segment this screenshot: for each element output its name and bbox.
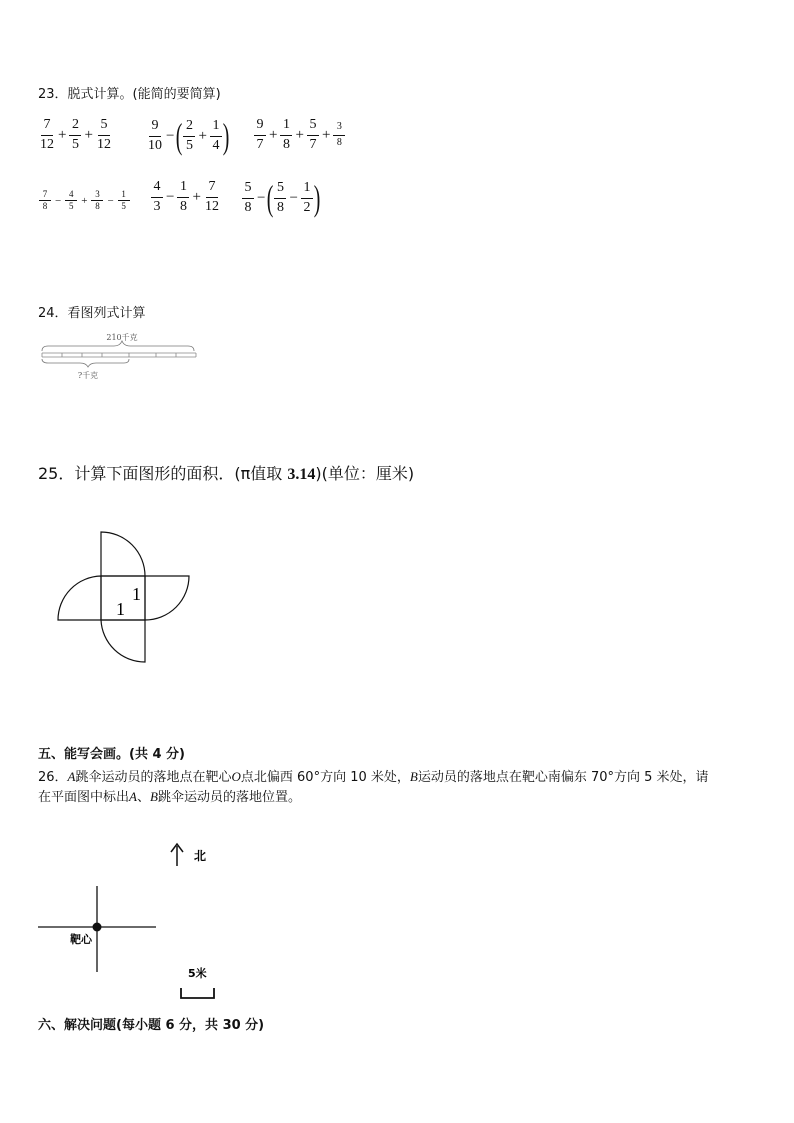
fraction: $\frac{5}{8}$ [274,181,286,215]
fraction: $\frac{2}{5}$ [69,118,81,152]
fraction: $\frac{1}{8}$ [280,118,292,152]
fraction: $\frac{1}{8}$ [177,180,189,214]
left-paren: ( [267,178,274,218]
top-brace [42,341,194,351]
fraction: $\frac{1}{4}$ [210,119,222,153]
fraction: $\frac{7}{8}$ [39,190,51,211]
fraction: $\frac{5}{7}$ [307,118,319,152]
q23-expr-6: $\frac{5}{8}$ − ( $\frac{5}{8}$ − $\frac{1}{2}$ ) [241,180,320,216]
q23-expr-2: $\frac{9}{10}$ − ( $\frac{2}{5}$ + $\frac{1}{4}$ ) [148,116,230,156]
section-5-title: 五、能写会画。(共 4 分) [38,747,185,762]
q25-title: 25．计算下面图形的面积．(π值取 3.14)(单位：厘米) [38,464,415,483]
side-label-b: 1 [132,584,141,604]
fraction: $\frac{2}{5}$ [183,119,195,153]
right-paren: ) [222,116,230,156]
side-label-a: 1 [116,599,125,619]
fraction: $\frac{1}{5}$ [118,190,130,211]
fraction: $\frac{4}{3}$ [151,180,163,214]
q26-map [34,838,234,1008]
q23-expr-4: $\frac{7}{8}$ − $\frac{4}{5}$ + $\frac{3}{8}$ − $\frac{1}{5}$ [38,190,131,211]
fraction: $\frac{7}{12}$ [40,117,54,152]
bottom-label: ?千克 [77,371,99,380]
fraction: $\frac{4}{5}$ [65,190,77,211]
fraction: $\frac{5}{8}$ [242,181,254,215]
fraction: $\frac{5}{12}$ [96,117,111,152]
fraction: $\frac{3}{8}$ [91,190,103,211]
q24-segment-diagram [36,330,206,386]
section-6-title: 六、解决问题(每小题 6 分，共 30 分) [38,1018,265,1033]
fraction: $\frac{7}{12}$ [204,179,219,214]
q23-title: 23．脱式计算。(能简的要简算) [38,87,221,102]
bottom-brace [42,359,129,367]
fraction: $\frac{9}{10}$ [148,117,162,153]
center-label: 靶心 [70,933,92,946]
q26-text: 26．A跳伞运动员的落地点在靶心O点北偏西 60°方向 10 米处，B运动员的落地点在靶心南偏东 70°方向 5 米处，请 在平面图中标出A、B跳伞运动员的落地位置。 [38,769,709,805]
scale-label: 5米 [188,967,207,980]
north-label: 北 [194,849,207,863]
top-label: 210千克 [106,333,138,342]
q24-title: 24．看图列式计算 [38,306,146,321]
left-paren: ( [176,116,183,156]
q23-expr-3: $\frac{9}{7}$ + $\frac{1}{8}$ + $\frac{5}{7}$ + $\frac{3}{8}$ [253,118,346,152]
scale-bar [181,988,214,998]
q23-expr-1: $\frac{7}{12}$ + $\frac{2}{5}$ + $\frac{5}{12}$ [40,117,111,152]
fraction: $\frac{9}{7}$ [254,118,266,152]
fraction: $\frac{1}{2}$ [301,181,313,215]
target-center-dot [93,923,102,932]
q25-pinwheel-figure [54,528,194,666]
fraction: $\frac{3}{8}$ [333,122,345,148]
right-paren: ) [313,178,321,218]
q23-expr-5: $\frac{4}{3}$ − $\frac{1}{8}$ + $\frac{7}{12}$ [150,180,221,214]
